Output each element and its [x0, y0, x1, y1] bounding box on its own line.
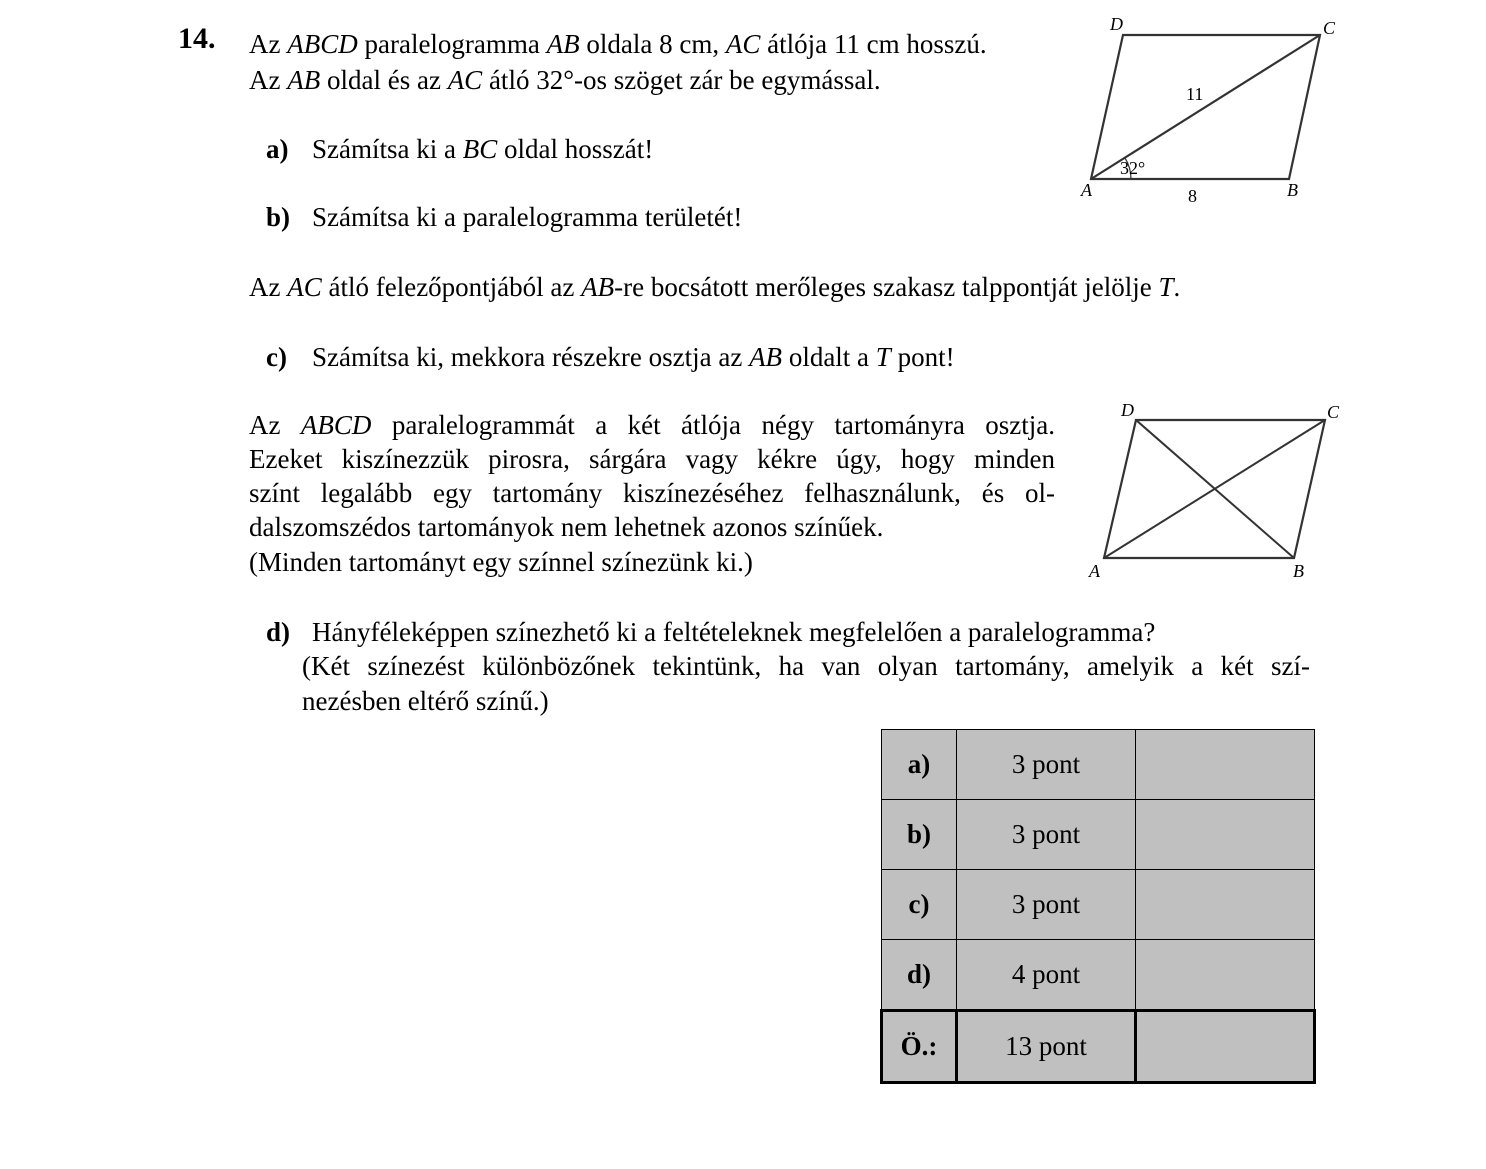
- part-d-label: d): [266, 617, 291, 647]
- coloring-line-2: Ezeket kiszínezzük pirosra, sárgára vagy kékre úgy, hogy minden: [249, 444, 1055, 474]
- parallelogram-figure-2: [1080, 396, 1360, 586]
- part-d-line-2: (Két színezést különbözőnek tekintünk, ha van olyan tartomány, amelyik a két szí-: [302, 651, 1310, 681]
- part-b-text: Számítsa ki a paralelogramma területét!: [312, 202, 743, 232]
- score-row-b: [882, 800, 1315, 870]
- part-d-line-3: nezésben eltérő színű.): [302, 686, 549, 716]
- score-row-label: a): [882, 730, 957, 800]
- diagonal-length-label: 11: [1186, 84, 1204, 104]
- question-number: 14.: [178, 22, 216, 55]
- score-row-points: 4 pont: [957, 940, 1136, 1011]
- intro-line-1: [249, 27, 987, 61]
- score-earned-cell: [1136, 730, 1315, 800]
- coloring-line-1: Az ABCD paralelogrammát a két átlója négy tartományra osztja.: [249, 410, 1055, 440]
- intro-line-2: [249, 63, 881, 97]
- score-row-points: 3 pont: [957, 730, 1136, 800]
- score-total-points: 13 pont: [957, 1011, 1136, 1083]
- intro-line-1-text: Az ABCD paralelogramma AB oldala 8 cm, AC átlója 11 cm hosszú.: [249, 29, 987, 59]
- part-a: [266, 132, 653, 166]
- coloring-line-4: dalszomszédos tartományok nem lehetnek azonos színűek.: [249, 512, 884, 542]
- score-earned-cell: [1136, 800, 1315, 870]
- part-a-label: a): [266, 134, 289, 164]
- part-c-label: c): [266, 342, 287, 372]
- angle-label: 32°: [1120, 158, 1146, 178]
- score-table: [880, 729, 1316, 1084]
- intro-line-2-text: Az AB oldal és az AC átló 32°-os szöget zár be egymással.: [249, 65, 881, 95]
- score-earned-cell: [1136, 940, 1315, 1011]
- score-row-label: d): [882, 940, 957, 1011]
- midpoint-paragraph-text: Az AC átló felezőpontjából az AB-re bocsátott merőleges szakasz talppontját jelölje T.: [249, 272, 1181, 302]
- score-row-points: 3 pont: [957, 870, 1136, 940]
- diagonal-bd-2: [1136, 420, 1294, 558]
- part-c: [266, 340, 955, 374]
- vertex-label-a: A: [1081, 180, 1092, 200]
- score-total-label: Ö.:: [882, 1011, 957, 1083]
- vertex-label-d: D: [1110, 14, 1123, 34]
- vertex-label-d-2: D: [1121, 400, 1134, 420]
- vertex-label-b-2: B: [1293, 561, 1304, 581]
- score-row-d: [882, 940, 1315, 1011]
- vertex-label-c-2: C: [1327, 402, 1340, 422]
- vertex-label-a-2: A: [1089, 561, 1100, 581]
- score-row-c: [882, 870, 1315, 940]
- score-row-label: b): [882, 800, 957, 870]
- score-row-total: [882, 1011, 1315, 1083]
- midpoint-paragraph: [249, 270, 1180, 304]
- parallelogram-figure-1: [1060, 8, 1360, 208]
- part-c-text: Számítsa ki, mekkora részekre osztja az AB oldalt a T pont!: [312, 342, 955, 372]
- vertex-label-c: C: [1323, 18, 1336, 38]
- score-row-label: c): [882, 870, 957, 940]
- part-d-line-1: Hányféleképpen színezhető ki a feltételeknek megfelelően a paralelogramma?: [312, 617, 1156, 647]
- coloring-line-3: színt legalább egy tartomány kiszínezéséhez felhasználunk, és ol-: [249, 478, 1055, 508]
- score-total-earned-cell: [1136, 1011, 1315, 1083]
- score-row-points: 3 pont: [957, 800, 1136, 870]
- score-row-a: [882, 730, 1315, 800]
- score-earned-cell: [1136, 870, 1315, 940]
- part-b: [266, 200, 742, 234]
- side-length-label: 8: [1188, 186, 1197, 206]
- part-a-text: Számítsa ki a BC oldal hosszát!: [312, 134, 654, 164]
- part-b-label: b): [266, 202, 291, 232]
- vertex-label-b: B: [1287, 180, 1298, 200]
- part-d: [266, 615, 1155, 649]
- coloring-line-5: (Minden tartományt egy színnel színezünk ki.): [249, 547, 753, 577]
